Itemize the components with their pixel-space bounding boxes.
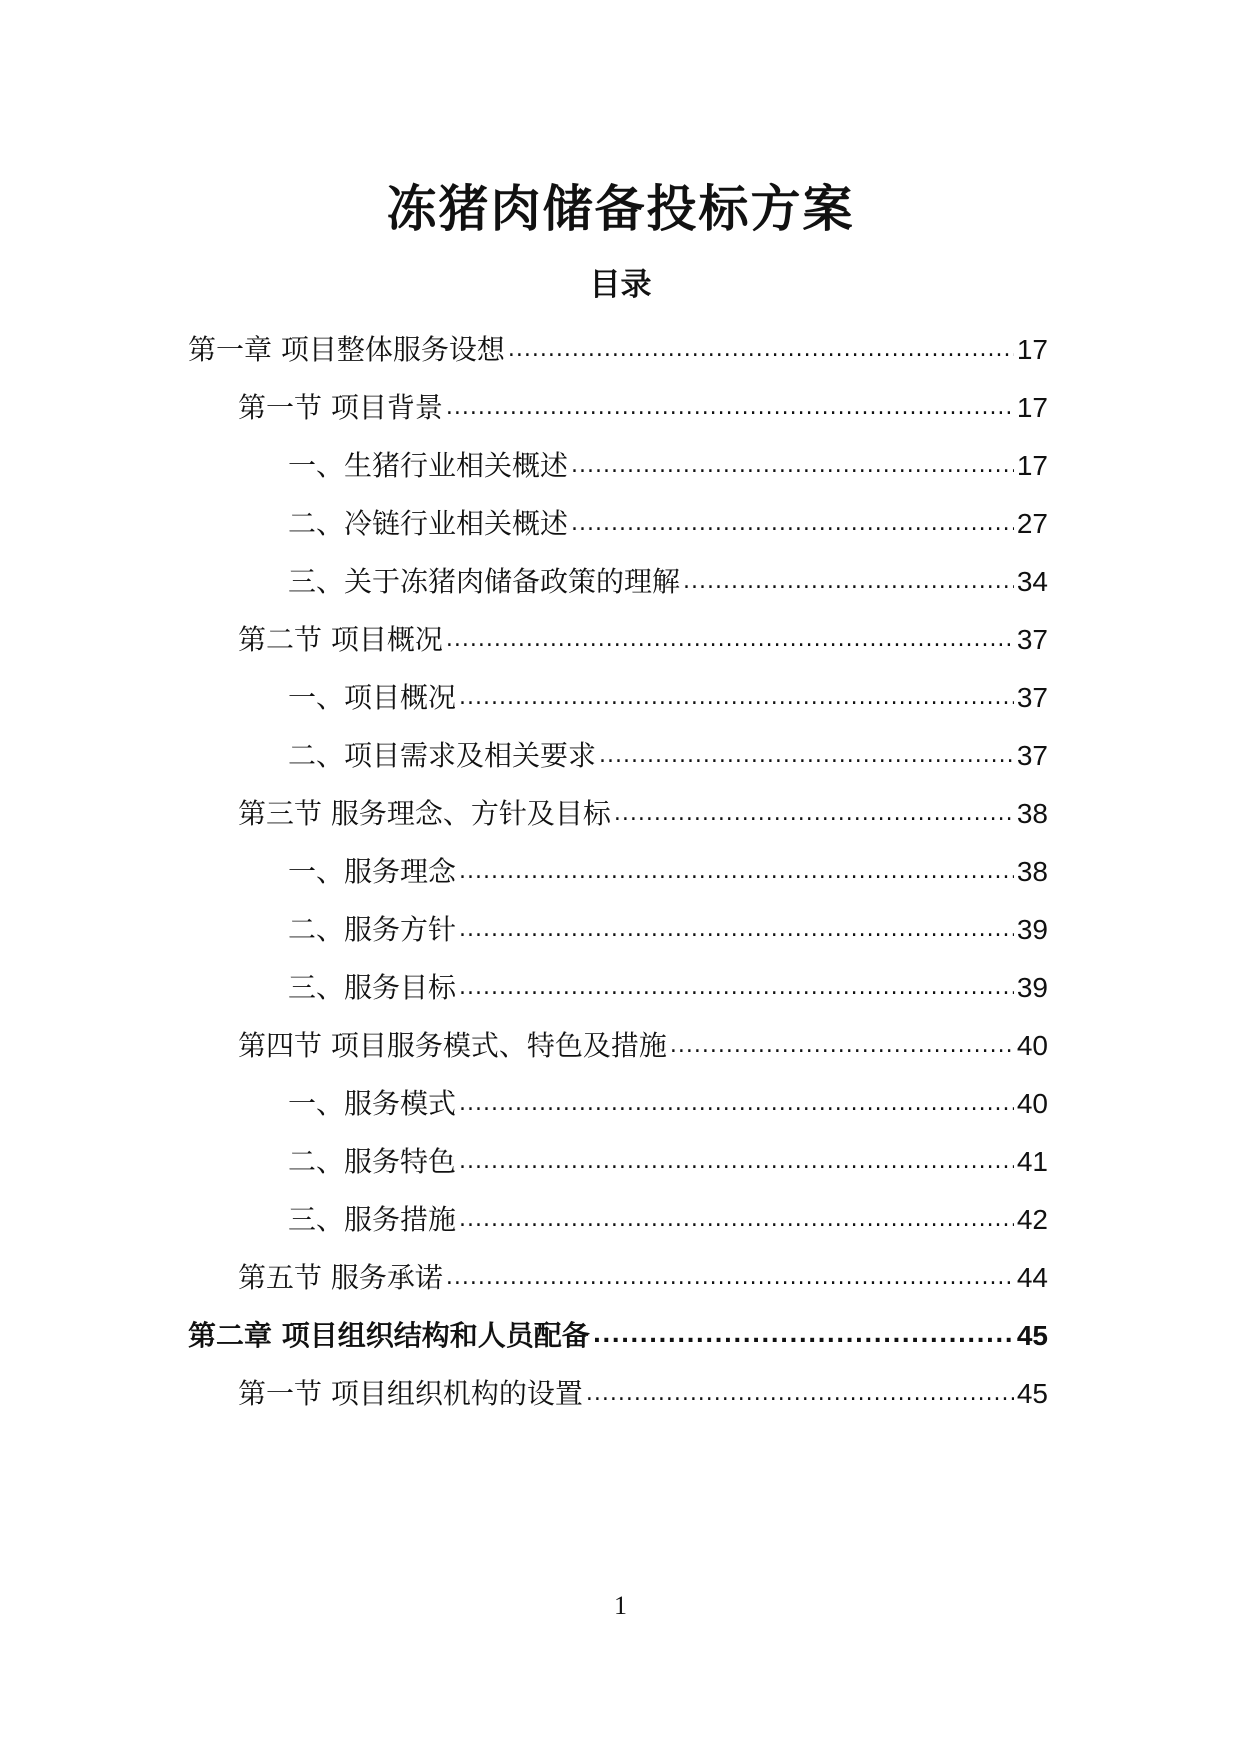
toc-entry-title: 二、项目需求及相关要求: [288, 739, 597, 772]
toc-dot-leader: [459, 852, 1014, 892]
toc-entry[interactable]: [288, 1142, 1048, 1182]
toc-entry[interactable]: [288, 910, 1048, 950]
toc-dot-leader: [571, 504, 1014, 544]
toc-entry-title: 第五节 服务承诺: [238, 1261, 443, 1294]
toc-dot-leader: [459, 1084, 1014, 1124]
toc-entry-page: 37: [1016, 740, 1048, 771]
toc-dot-leader: [508, 330, 1014, 370]
toc-entry[interactable]: [238, 620, 1048, 660]
toc-entry-page: 37: [1016, 624, 1048, 655]
toc-entry-page: 37: [1016, 682, 1048, 713]
toc-entry-page: 40: [1016, 1030, 1048, 1061]
toc-entry-page: 17: [1016, 334, 1048, 365]
toc-dot-leader: [459, 1142, 1014, 1182]
toc-entry-title: 第一节 项目背景: [238, 391, 443, 424]
toc-entry[interactable]: [238, 1374, 1048, 1414]
toc-entry-page: 39: [1016, 914, 1048, 945]
toc-entry-title: 第四节 项目服务模式、特色及措施: [238, 1029, 667, 1062]
toc-entry[interactable]: [238, 794, 1048, 834]
toc-entry-page: 38: [1016, 856, 1048, 887]
toc-entry[interactable]: [288, 852, 1048, 892]
toc-entry[interactable]: [238, 1026, 1048, 1066]
toc-entry-title: 三、服务目标: [288, 971, 457, 1004]
toc-entry-page: 42: [1016, 1204, 1048, 1235]
toc-dot-leader: [599, 736, 1014, 776]
toc-entry[interactable]: [288, 1084, 1048, 1124]
toc-entry-title: 一、服务理念: [288, 855, 457, 888]
toc-dot-leader: [446, 388, 1014, 428]
toc-dot-leader: [459, 678, 1014, 718]
toc-entry-title: 三、服务措施: [288, 1203, 457, 1236]
toc-entry-title: 第二章 项目组织结构和人员配备: [188, 1319, 590, 1352]
toc-entry-title: 三、关于冻猪肉储备政策的理解: [288, 565, 681, 598]
toc-entry-title: 第一节 项目组织机构的设置: [238, 1377, 583, 1410]
toc-entry-page: 27: [1016, 508, 1048, 539]
toc-entry-page: 44: [1016, 1262, 1048, 1293]
toc-heading: 目录: [589, 267, 652, 303]
toc-dot-leader: [586, 1374, 1014, 1414]
toc-dot-leader: [459, 968, 1014, 1008]
toc-entry-title: 二、服务方针: [288, 913, 457, 946]
toc-entry-title: 第三节 服务理念、方针及目标: [238, 797, 611, 830]
toc-entry[interactable]: [288, 562, 1048, 602]
toc-dot-leader: [670, 1026, 1014, 1066]
toc-entry-title: 第一章 项目整体服务设想: [188, 333, 505, 366]
toc-entry-title: 一、服务模式: [288, 1087, 457, 1120]
toc-entry-title: 一、生猪行业相关概述: [288, 449, 569, 482]
document-title: 冻猪肉储备投标方案: [386, 180, 855, 238]
toc-entry[interactable]: [288, 736, 1048, 776]
toc-entry-title: 一、项目概况: [288, 681, 457, 714]
toc-entry[interactable]: [288, 446, 1048, 486]
toc-entry[interactable]: [288, 968, 1048, 1008]
toc-entry-page: 45: [1016, 1378, 1048, 1409]
toc-entry-page: 17: [1016, 392, 1048, 423]
toc-dot-leader: [446, 620, 1014, 660]
toc-entry-page: 17: [1016, 450, 1048, 481]
toc-entry-page: 41: [1016, 1146, 1048, 1177]
toc-entry[interactable]: [238, 1258, 1048, 1298]
toc-entry-title: 二、服务特色: [288, 1145, 457, 1178]
toc-entry-page: 34: [1016, 566, 1048, 597]
toc-entry[interactable]: [188, 330, 1048, 370]
toc-dot-leader: [571, 446, 1014, 486]
toc-entry-title: 第二节 项目概况: [238, 623, 443, 656]
toc-dot-leader: [683, 562, 1014, 602]
toc-entry[interactable]: [188, 1316, 1048, 1356]
toc-dot-leader: [446, 1258, 1014, 1298]
toc-entry-page: 38: [1016, 798, 1048, 829]
toc-entry[interactable]: [288, 504, 1048, 544]
toc-entry-page: 45: [1016, 1320, 1048, 1351]
toc-dot-leader: [459, 910, 1014, 950]
toc-entry[interactable]: [288, 678, 1048, 718]
toc-dot-leader: [593, 1316, 1014, 1356]
toc-dot-leader: [614, 794, 1014, 834]
toc-entry[interactable]: [288, 1200, 1048, 1240]
toc-entry-page: 40: [1016, 1088, 1048, 1119]
toc-entry-page: 39: [1016, 972, 1048, 1003]
toc-entry-title: 二、冷链行业相关概述: [288, 507, 569, 540]
toc-dot-leader: [459, 1200, 1014, 1240]
page-number: 1: [614, 1591, 627, 1620]
toc-entry[interactable]: [238, 388, 1048, 428]
